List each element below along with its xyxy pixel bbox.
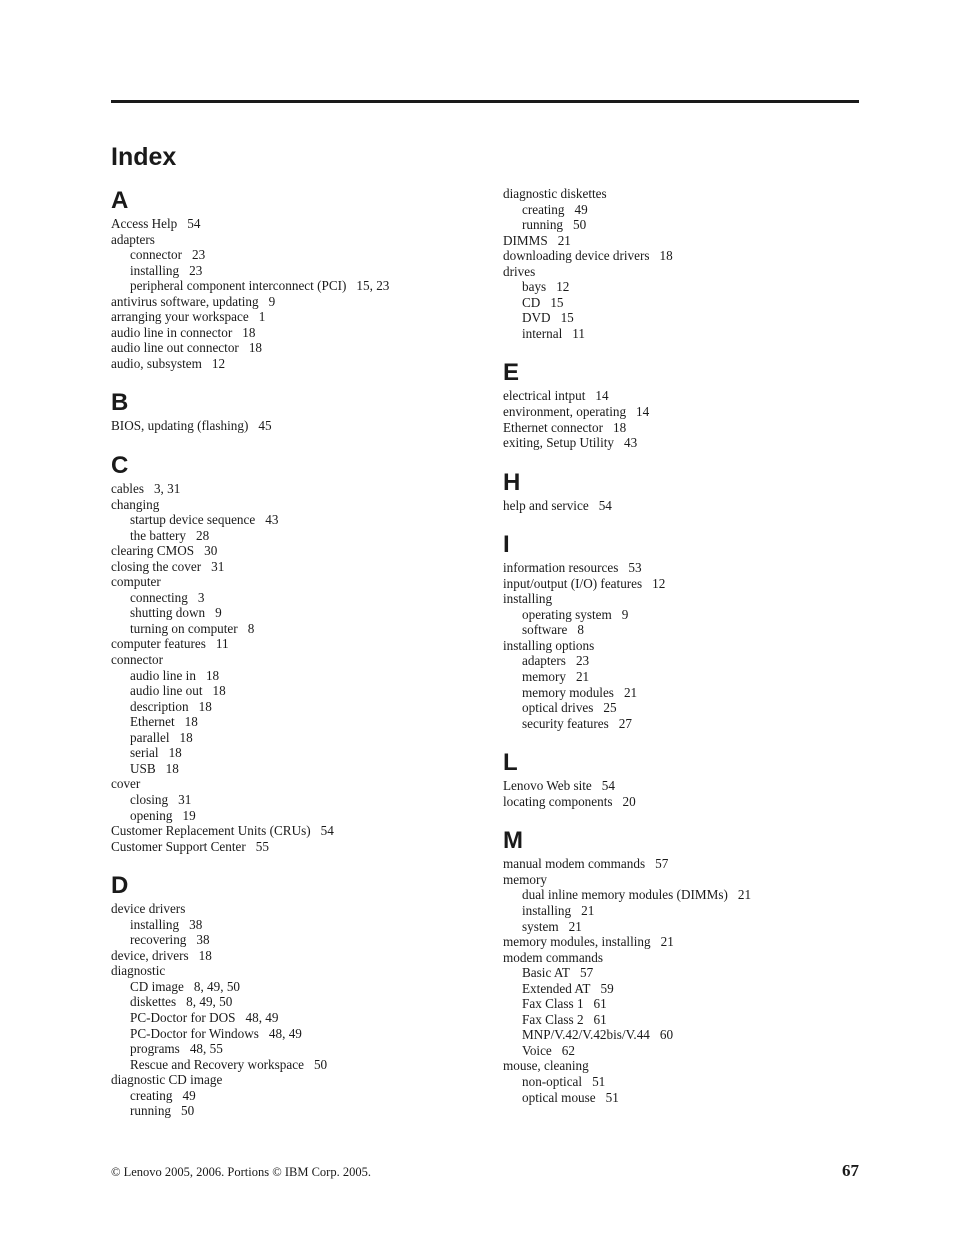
index-entry bbox=[111, 1072, 471, 1088]
index-entry bbox=[111, 543, 471, 559]
index-term: creating bbox=[522, 201, 565, 217]
index-term: Customer Replacement Units (CRUs) bbox=[111, 823, 311, 839]
index-page-refs: 8 bbox=[577, 622, 584, 638]
index-page-refs: 18 bbox=[659, 248, 673, 264]
index-page-refs: 18 bbox=[198, 698, 212, 714]
index-term: system bbox=[522, 918, 559, 934]
index-entry bbox=[111, 481, 471, 497]
index-term: closing bbox=[130, 791, 169, 807]
index-term: opening bbox=[130, 807, 173, 823]
index-letter-heading: I bbox=[503, 531, 510, 559]
index-page-refs: 38 bbox=[196, 932, 210, 948]
index-entry bbox=[111, 356, 471, 372]
index-subentry bbox=[111, 714, 471, 730]
index-page-refs: 28 bbox=[196, 527, 210, 543]
index-letter-heading: A bbox=[111, 187, 129, 214]
index-entry bbox=[503, 560, 863, 576]
index-entry bbox=[111, 823, 471, 839]
index-page-refs: 15 bbox=[560, 310, 574, 326]
index-entry bbox=[503, 404, 863, 420]
index-entry-list bbox=[503, 856, 863, 1105]
index-page-refs: 51 bbox=[605, 1089, 619, 1105]
index-page-refs: 21 bbox=[557, 232, 571, 248]
index-subentry bbox=[111, 263, 471, 279]
index-subentry bbox=[111, 808, 471, 824]
index-section bbox=[503, 358, 863, 450]
index-page-refs: 18 bbox=[248, 340, 262, 356]
index-term: parallel bbox=[130, 729, 170, 745]
index-section bbox=[503, 826, 863, 1105]
index-subentry bbox=[503, 965, 863, 981]
index-page-refs: 19 bbox=[182, 807, 196, 823]
index-term: optical drives bbox=[522, 700, 594, 716]
index-term: cover bbox=[111, 776, 141, 792]
index-page-refs: 21 bbox=[660, 934, 674, 950]
index-entry bbox=[111, 652, 471, 668]
index-subentry bbox=[111, 1088, 471, 1104]
index-term: adapters bbox=[522, 653, 566, 669]
index-term: running bbox=[130, 1103, 172, 1119]
index-page-refs: 9 bbox=[268, 293, 276, 309]
index-page-refs: 57 bbox=[655, 856, 669, 872]
index-subentry bbox=[503, 903, 863, 919]
index-page-refs: 21 bbox=[568, 918, 582, 934]
index-section bbox=[111, 871, 471, 1119]
index-term: Customer Support Center bbox=[111, 838, 246, 854]
index-term: memory bbox=[503, 871, 547, 887]
index-term: environment, operating bbox=[503, 404, 627, 420]
index-letter-heading: H bbox=[503, 468, 521, 496]
index-subentry bbox=[503, 1074, 863, 1090]
index-page-refs: 14 bbox=[636, 404, 650, 420]
index-term: Extended AT bbox=[522, 980, 591, 996]
index-page-refs: 18 bbox=[198, 947, 212, 963]
index-entry bbox=[111, 963, 471, 979]
index-term: Ethernet bbox=[130, 714, 175, 730]
index-term: arranging your workspace bbox=[111, 309, 249, 325]
index-page-refs: 45 bbox=[258, 418, 272, 434]
index-page-refs: 43 bbox=[624, 435, 638, 451]
index-term: PC-Doctor for DOS bbox=[130, 1009, 236, 1025]
index-page-refs: 48, 55 bbox=[189, 1041, 223, 1057]
index-entry bbox=[503, 872, 863, 888]
index-subentry bbox=[111, 1026, 471, 1042]
index-term: Lenovo Web site bbox=[503, 778, 592, 794]
index-entry bbox=[111, 948, 471, 964]
index-term: security features bbox=[522, 715, 609, 731]
index-term: connector bbox=[130, 247, 182, 263]
index-page-refs: 18 bbox=[205, 667, 220, 683]
index-entry-list bbox=[503, 186, 863, 341]
index-page-refs: 49 bbox=[182, 1087, 196, 1103]
index-page-refs: 9 bbox=[215, 605, 222, 621]
index-term: device, drivers bbox=[111, 947, 189, 963]
index-entry bbox=[503, 186, 863, 202]
index-entry bbox=[503, 388, 863, 404]
index-page-refs: 38 bbox=[189, 916, 203, 932]
index-subentry bbox=[503, 716, 863, 732]
index-page-refs: 50 bbox=[573, 217, 587, 233]
index-section bbox=[503, 748, 863, 809]
index-entry bbox=[503, 638, 863, 654]
index-subentry bbox=[503, 295, 863, 311]
index-entry bbox=[111, 294, 471, 310]
index-term: Fax Class 2 bbox=[522, 1011, 584, 1027]
index-subentry bbox=[111, 979, 471, 995]
index-letter-heading: C bbox=[111, 452, 129, 480]
index-term: diagnostic CD image bbox=[111, 1072, 223, 1088]
index-entry bbox=[111, 497, 471, 513]
index-term: cables bbox=[111, 481, 144, 497]
index-entry bbox=[503, 233, 863, 249]
index-entry bbox=[111, 559, 471, 575]
index-subentry bbox=[503, 326, 863, 342]
index-entry bbox=[503, 498, 863, 514]
index-term: optical mouse bbox=[522, 1089, 596, 1105]
index-term: exiting, Setup Utility bbox=[503, 435, 614, 451]
page-number: 67 bbox=[842, 1161, 859, 1180]
index-term: diagnostic diskettes bbox=[503, 186, 607, 201]
index-page-refs: 18 bbox=[212, 683, 226, 699]
index-entry bbox=[503, 264, 863, 280]
index-entry bbox=[111, 901, 471, 917]
index-subentry bbox=[111, 590, 471, 606]
index-subentry bbox=[111, 699, 471, 715]
index-subentry bbox=[111, 730, 471, 746]
index-term: modem commands bbox=[503, 949, 603, 965]
index-subentry bbox=[111, 1103, 471, 1119]
index-entry bbox=[111, 309, 471, 325]
index-column-right bbox=[503, 186, 863, 1122]
index-term: installing bbox=[130, 916, 180, 932]
index-page-refs: 18 bbox=[179, 729, 193, 745]
index-term: DIMMS bbox=[503, 232, 548, 248]
index-entry-list bbox=[503, 560, 863, 731]
index-term: device drivers bbox=[111, 901, 186, 917]
index-entry bbox=[503, 248, 863, 264]
index-term: DVD bbox=[522, 310, 551, 326]
index-subentry bbox=[111, 278, 471, 294]
index-subentry bbox=[111, 605, 471, 621]
index-subentry bbox=[111, 1057, 471, 1073]
index-subentry bbox=[503, 1090, 863, 1106]
index-entry bbox=[503, 591, 863, 607]
index-column-left bbox=[111, 186, 471, 1136]
index-term: mouse, cleaning bbox=[503, 1058, 589, 1074]
index-entry bbox=[503, 420, 863, 436]
index-page-refs: 31 bbox=[211, 558, 225, 574]
index-term: peripheral component interconnect (PCI) bbox=[130, 278, 347, 294]
index-entry bbox=[111, 216, 471, 232]
index-section bbox=[111, 451, 471, 854]
index-page-refs: 18 bbox=[184, 714, 198, 730]
index-entry-list bbox=[503, 388, 863, 450]
index-term: connector bbox=[111, 652, 163, 668]
index-page-refs: 3 bbox=[197, 589, 205, 605]
index-subentry bbox=[111, 761, 471, 777]
index-page-refs: 31 bbox=[178, 791, 192, 807]
index-page-refs: 8, 49, 50 bbox=[193, 978, 240, 994]
index-entry-list bbox=[111, 418, 471, 434]
index-section bbox=[503, 468, 863, 514]
index-page-refs: 18 bbox=[612, 419, 627, 435]
index-term: Rescue and Recovery workspace bbox=[130, 1056, 304, 1072]
index-term: closing the cover bbox=[111, 558, 202, 574]
index-page-refs: 54 bbox=[320, 823, 334, 839]
index-subentry bbox=[503, 685, 863, 701]
index-subentry bbox=[111, 792, 471, 808]
index-page-refs: 25 bbox=[603, 700, 617, 716]
index-subentry bbox=[503, 310, 863, 326]
index-page-refs: 50 bbox=[181, 1103, 195, 1119]
index-subentry bbox=[503, 202, 863, 218]
index-page-refs: 49 bbox=[574, 201, 588, 217]
index-subentry bbox=[111, 683, 471, 699]
index-subentry bbox=[111, 621, 471, 637]
index-entry bbox=[111, 232, 471, 248]
index-page-refs: 54 bbox=[187, 216, 201, 231]
index-page-refs: 55 bbox=[255, 838, 269, 854]
index-entry-list bbox=[503, 498, 863, 514]
index-subentry bbox=[503, 1027, 863, 1043]
index-page-refs: 18 bbox=[168, 745, 182, 761]
index-entry bbox=[503, 934, 863, 950]
page-title: Index bbox=[111, 143, 177, 171]
index-term: Access Help bbox=[111, 216, 178, 231]
index-term: locating components bbox=[503, 793, 613, 809]
index-subentry bbox=[111, 994, 471, 1010]
index-page-refs: 11 bbox=[215, 636, 229, 652]
index-term: installing bbox=[130, 262, 180, 278]
index-page-refs: 12 bbox=[556, 279, 570, 295]
index-entry-list bbox=[111, 901, 471, 1119]
index-subentry bbox=[503, 217, 863, 233]
index-page-refs: 23 bbox=[192, 247, 206, 263]
index-term: startup device sequence bbox=[130, 512, 256, 528]
index-entry bbox=[503, 435, 863, 451]
index-term: creating bbox=[130, 1087, 173, 1103]
index-page-refs: 8 bbox=[247, 620, 255, 636]
index-term: programs bbox=[130, 1041, 180, 1057]
index-subentry bbox=[503, 919, 863, 935]
index-page-refs: 15 bbox=[550, 294, 564, 310]
index-subentry bbox=[111, 247, 471, 263]
index-term: memory bbox=[522, 669, 566, 685]
index-entry bbox=[503, 576, 863, 592]
index-term: Voice bbox=[522, 1042, 552, 1058]
index-term: PC-Doctor for Windows bbox=[130, 1025, 259, 1041]
index-term: audio line in connector bbox=[111, 324, 233, 340]
index-subentry bbox=[503, 981, 863, 997]
index-term: installing bbox=[503, 591, 553, 607]
index-page-refs: 54 bbox=[598, 497, 612, 513]
index-entry bbox=[503, 1058, 863, 1074]
index-entry bbox=[111, 418, 471, 434]
index-page-refs: 18 bbox=[242, 324, 256, 340]
index-letter-heading: M bbox=[503, 827, 523, 855]
index-subentry bbox=[503, 1012, 863, 1028]
index-letter-heading: D bbox=[111, 872, 129, 900]
index-term: diagnostic bbox=[111, 963, 166, 979]
index-page-refs: 43 bbox=[265, 512, 279, 528]
index-term: diskettes bbox=[130, 994, 177, 1010]
index-entry-list bbox=[111, 481, 471, 854]
index-term: audio line out bbox=[130, 683, 203, 699]
index-entry-list bbox=[111, 216, 471, 371]
index-term: manual modem commands bbox=[503, 856, 646, 872]
index-subentry bbox=[503, 887, 863, 903]
index-term: memory modules bbox=[522, 684, 614, 700]
index-entry bbox=[111, 636, 471, 652]
index-term: changing bbox=[111, 496, 160, 512]
index-term: operating system bbox=[522, 606, 612, 622]
index-page-refs: 21 bbox=[575, 669, 590, 685]
index-term: help and service bbox=[503, 497, 589, 513]
index-subentry bbox=[503, 1043, 863, 1059]
index-section bbox=[111, 186, 471, 371]
index-page-refs: 18 bbox=[165, 760, 179, 776]
index-term: audio line out connector bbox=[111, 340, 239, 356]
index-entry bbox=[503, 856, 863, 872]
index-subentry bbox=[503, 996, 863, 1012]
index-term: non-optical bbox=[522, 1073, 583, 1089]
index-term: computer bbox=[111, 574, 161, 590]
index-subentry bbox=[111, 512, 471, 528]
index-entry-list bbox=[503, 778, 863, 809]
index-term: connecting bbox=[130, 589, 188, 605]
index-entry bbox=[503, 794, 863, 810]
index-subentry bbox=[111, 1041, 471, 1057]
header-rule bbox=[111, 100, 859, 103]
index-section bbox=[503, 530, 863, 731]
index-page-refs: 59 bbox=[600, 980, 614, 996]
index-page-refs: 21 bbox=[581, 902, 595, 918]
index-entry bbox=[111, 325, 471, 341]
index-page-refs: 50 bbox=[313, 1056, 328, 1072]
index-subentry bbox=[111, 917, 471, 933]
index-entry bbox=[503, 950, 863, 966]
index-page-refs: 1 bbox=[258, 309, 266, 325]
index-page-refs: 14 bbox=[595, 388, 609, 404]
index-entry bbox=[111, 340, 471, 356]
index-page-refs: 12 bbox=[211, 355, 226, 371]
index-page-refs: 8, 49, 50 bbox=[186, 994, 233, 1010]
index-page-refs: 15, 23 bbox=[356, 278, 390, 294]
index-page-refs: 61 bbox=[593, 996, 607, 1012]
index-term: Basic AT bbox=[522, 965, 570, 981]
index-page-refs: 30 bbox=[204, 543, 218, 559]
index-page-refs: 54 bbox=[601, 778, 615, 794]
index-page-refs: 3, 31 bbox=[153, 481, 181, 497]
index-term: memory modules, installing bbox=[503, 934, 651, 950]
index-term: serial bbox=[130, 745, 159, 761]
index-term: downloading device drivers bbox=[503, 248, 650, 264]
index-page-refs: 21 bbox=[737, 887, 752, 903]
index-term: Ethernet connector bbox=[503, 419, 603, 435]
index-page-refs: 23 bbox=[575, 653, 590, 669]
index-term: description bbox=[130, 698, 189, 714]
index-term: USB bbox=[130, 760, 156, 776]
index-subentry bbox=[503, 279, 863, 295]
index-page-refs: 62 bbox=[561, 1042, 575, 1058]
index-entry bbox=[111, 574, 471, 590]
index-term: clearing CMOS bbox=[111, 543, 195, 559]
index-page-refs: 12 bbox=[652, 575, 666, 591]
index-page-refs: 57 bbox=[579, 965, 594, 981]
index-term: electrical intput bbox=[503, 388, 586, 404]
index-term: BIOS, updating (flashing) bbox=[111, 418, 249, 434]
index-term: antivirus software, updating bbox=[111, 293, 259, 309]
index-term: installing options bbox=[503, 637, 595, 653]
index-page-refs: 9 bbox=[621, 606, 629, 622]
index-page-refs: 20 bbox=[622, 793, 636, 809]
index-page-refs: 23 bbox=[189, 262, 203, 278]
copyright-footer: © Lenovo 2005, 2006. Portions © IBM Corp. 2005. bbox=[111, 1165, 371, 1179]
index-term: Fax Class 1 bbox=[522, 996, 584, 1012]
index-page-refs: 48, 49 bbox=[268, 1025, 302, 1041]
index-term: computer features bbox=[111, 636, 206, 652]
index-subentry bbox=[111, 668, 471, 684]
index-entry bbox=[503, 778, 863, 794]
index-subentry bbox=[503, 700, 863, 716]
index-term: software bbox=[522, 622, 568, 638]
index-term: internal bbox=[522, 325, 563, 341]
index-page-refs: 51 bbox=[592, 1073, 606, 1089]
index-section bbox=[503, 186, 863, 341]
index-subentry bbox=[503, 669, 863, 685]
index-term: the battery bbox=[130, 527, 187, 543]
index-letter-heading: L bbox=[503, 749, 518, 777]
index-entry bbox=[111, 776, 471, 792]
index-letter-heading: B bbox=[111, 389, 129, 417]
index-subentry bbox=[111, 745, 471, 761]
index-page-refs: 53 bbox=[628, 560, 642, 576]
index-term: bays bbox=[522, 279, 547, 295]
index-subentry bbox=[111, 528, 471, 544]
index-term: shutting down bbox=[130, 605, 206, 621]
index-subentry bbox=[111, 1010, 471, 1026]
index-subentry bbox=[503, 622, 863, 638]
index-subentry bbox=[111, 932, 471, 948]
index-term: running bbox=[522, 217, 564, 233]
index-term: dual inline memory modules (DIMMs) bbox=[522, 887, 728, 903]
index-term: turning on computer bbox=[130, 620, 238, 636]
index-term: MNP/V.42/V.42bis/V.44 bbox=[522, 1027, 650, 1043]
index-term: drives bbox=[503, 263, 536, 279]
index-page-refs: 11 bbox=[572, 325, 585, 341]
index-page-refs: 61 bbox=[593, 1011, 607, 1027]
index-page-refs: 60 bbox=[659, 1027, 674, 1043]
index-entry bbox=[111, 839, 471, 855]
index-term: input/output (I/O) features bbox=[503, 575, 643, 591]
index-subentry bbox=[503, 607, 863, 623]
index-letter-heading: E bbox=[503, 359, 520, 387]
index-term: audio, subsystem bbox=[111, 355, 202, 371]
index-page-refs: 27 bbox=[618, 715, 632, 731]
index-subentry bbox=[503, 653, 863, 669]
index-term: CD image bbox=[130, 978, 184, 994]
index-page-refs: 21 bbox=[623, 684, 638, 700]
index-term: recovering bbox=[130, 932, 187, 948]
index-term: CD bbox=[522, 294, 541, 310]
index-section bbox=[111, 388, 471, 434]
index-term: adapters bbox=[111, 231, 155, 247]
index-page-refs: 48, 49 bbox=[245, 1009, 279, 1025]
index-term: installing bbox=[522, 902, 572, 918]
index-term: audio line in bbox=[130, 667, 196, 683]
index-term: information resources bbox=[503, 560, 619, 576]
